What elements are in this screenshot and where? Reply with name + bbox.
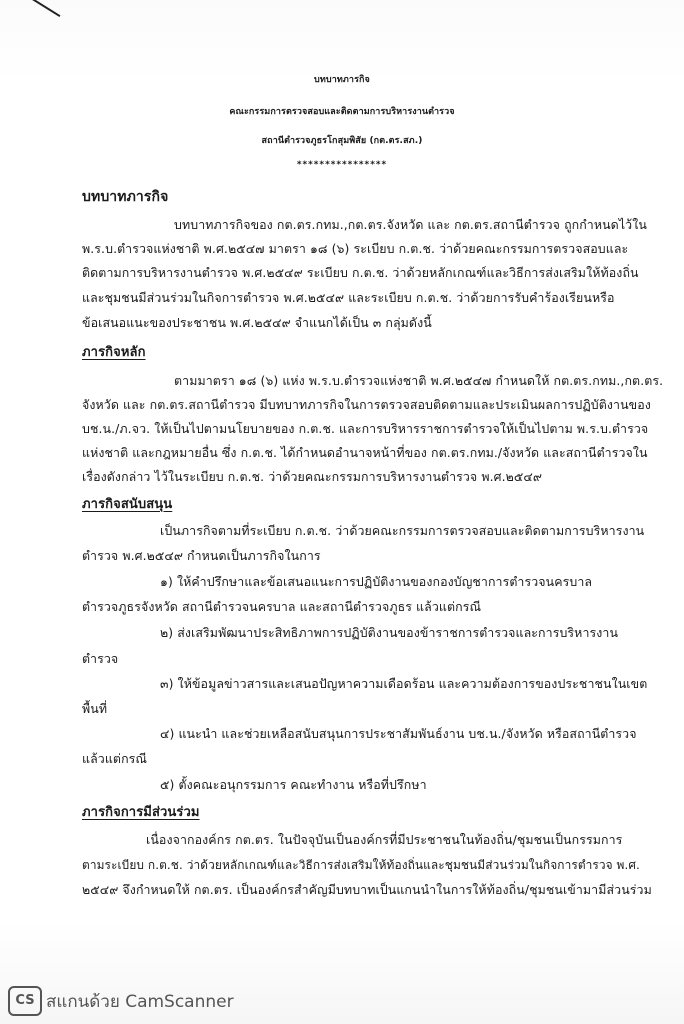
list-item: ๑) ให้คำปรึกษาและข้อเสนอแนะการปฏิบัติงานของกองบัญชาการตำรวจนครบาล <box>160 574 593 589</box>
paragraph-line: เป็นภารกิจตามที่ระเบียบ ก.ต.ช. ว่าด้วยคณะกรรมการตรวจสอบและติดตามการบริหารงาน <box>160 523 645 538</box>
list-item: ๒) ส่งเสริมพัฒนาประสิทธิภาพการปฏิบัติงานของข้าราชการตำรวจและการบริหารงาน <box>160 625 619 640</box>
paragraph-line: แห่งชาติ และกฎหมายอื่น ซึ่ง ก.ต.ช. ได้กำหนดอำนาจหน้าที่ของ กต.ตร.กทม./จังหวัด และสถานีตำรวจใน <box>82 445 648 460</box>
paragraph-line: ข้อเสนอแนะของประชาชน พ.ศ.๒๕๔๙ จำแนกได้เป็น ๓ กลุ่มดังนี้ <box>82 315 432 330</box>
separator-stars: **************** <box>296 160 388 170</box>
list-item: ๕) ตั้งคณะอนุกรรมการ คณะทำงาน หรือที่ปรึกษา <box>160 777 427 792</box>
list-item-continuation: ตำรวจ <box>82 651 119 666</box>
paragraph-line: บทบาทภารกิจของ กต.ตร.กทม.,กต.ตร.จังหวัด และ กต.ตร.สถานีตำรวจ ถูกกำหนดไว้ใน <box>174 217 647 232</box>
paragraph-line: เรื่องดังกล่าว ไว้ในระเบียบ ก.ต.ช. ว่าด้วยคณะกรรมการบริหารงานตำรวจ พ.ศ.๒๕๔๙ <box>82 469 543 484</box>
section-heading-participation: ภารกิจการมีส่วนร่วม <box>82 805 200 820</box>
list-item-continuation: ตำรวจภูธรจังหวัด สถานีตำรวจนครบาล และสถานีตำรวจภูธร แล้วแต่กรณี <box>82 599 482 614</box>
paragraph-line: ตามระเบียบ ก.ต.ช. ว่าด้วยหลักเกณฑ์และวิธีการส่งเสริมให้ท้องถิ่นและชุมชนมีส่วนร่วมในกิจการตำรวจ พ.ศ. <box>82 858 640 872</box>
paragraph-line: ตำรวจ พ.ศ.๒๕๔๙ กำหนดเป็นภารกิจในการ <box>82 548 321 563</box>
camscanner-watermark-text: สแกนด้วย CamScanner <box>46 992 234 1012</box>
section-heading-role: บทบาทภารกิจ <box>82 189 169 205</box>
paragraph-line: เนื่องจากองค์กร กต.ตร. ในปัจจุบันเป็นองค์กรที่มีประชาชนในท้องถิ่น/ชุมชนเป็นกรรมการ <box>146 832 623 847</box>
paragraph-line: พ.ร.บ.ตำรวจแห่งชาติ พ.ศ.๒๕๔๗ มาตรา ๑๘ (๖) ระเบียบ ก.ต.ช. ว่าด้วยคณะกรรมการตรวจสอบและ <box>82 241 629 256</box>
paragraph-line: ติดตามการบริหารงานตำรวจ พ.ศ.๒๕๔๙ ระเบียบ ก.ต.ช. ว่าด้วยหลักเกณฑ์และวิธีการส่งเสริมให้ท้องถิ่น <box>82 265 639 280</box>
station-title: สถานีตำรวจภูธรโกสุมพิสัย (กต.ตร.สภ.) <box>261 136 423 146</box>
paragraph-line: ตามมาตรา ๑๘ (๖) แห่ง พ.ร.บ.ตำรวจแห่งชาติ พ.ศ.๒๕๔๗ กำหนดให้ กต.ตร.กทม.,กต.ตร. <box>174 373 664 388</box>
list-item-continuation: พื้นที่ <box>82 701 108 716</box>
committee-title: คณะกรรมการตรวจสอบและติดตามการบริหารงานตำรวจ <box>229 107 455 117</box>
page-title: บทบาทภารกิจ <box>314 75 370 85</box>
paragraph-line: บช.น./ภ.จว. ให้เป็นไปตามนโยบายของ ก.ต.ช. และการบริหารราชการตำรวจให้เป็นไปตาม พ.ร.บ.ตำรวจ <box>82 421 649 436</box>
section-heading-main-mission: ภารกิจหลัก <box>82 345 146 360</box>
camscanner-logo: CS <box>8 986 42 1016</box>
paragraph-line: จังหวัด และ กต.ตร.สถานีตำรวจ มีบทบาทภารกิจในการตรวจสอบติดตามและประเมินผลการปฏิบัติงานของ <box>82 397 651 412</box>
list-item-continuation: แล้วแต่กรณี <box>82 751 148 766</box>
paragraph-line: ๒๕๔๙ จึงกำหนดให้ กต.ตร. เป็นองค์กรสำคัญมีบทบาทเป็นแกนนำในการให้ท้องถิ่น/ชุมชนเข้ามามีส่วนร่วม <box>82 882 652 897</box>
list-item: ๔) แนะนำ และช่วยเหลือสนับสนุนการประชาสัมพันธ์งาน บช.น./จังหวัด หรือสถานีตำรวจ <box>160 726 637 741</box>
section-heading-support-mission: ภารกิจสนับสนุน <box>82 497 173 512</box>
pen-mark <box>25 0 60 17</box>
paragraph-line: และชุมชนมีส่วนร่วมในกิจการตำรวจ พ.ศ.๒๕๔๙ และระเบียบ ก.ต.ช. ว่าด้วยการรับคำร้องเรียนหรือ <box>82 290 615 305</box>
list-item: ๓) ให้ข้อมูลข่าวสารและเสนอปัญหาความเดือดร้อน และความต้องการของประชาชนในเขต <box>160 676 648 691</box>
